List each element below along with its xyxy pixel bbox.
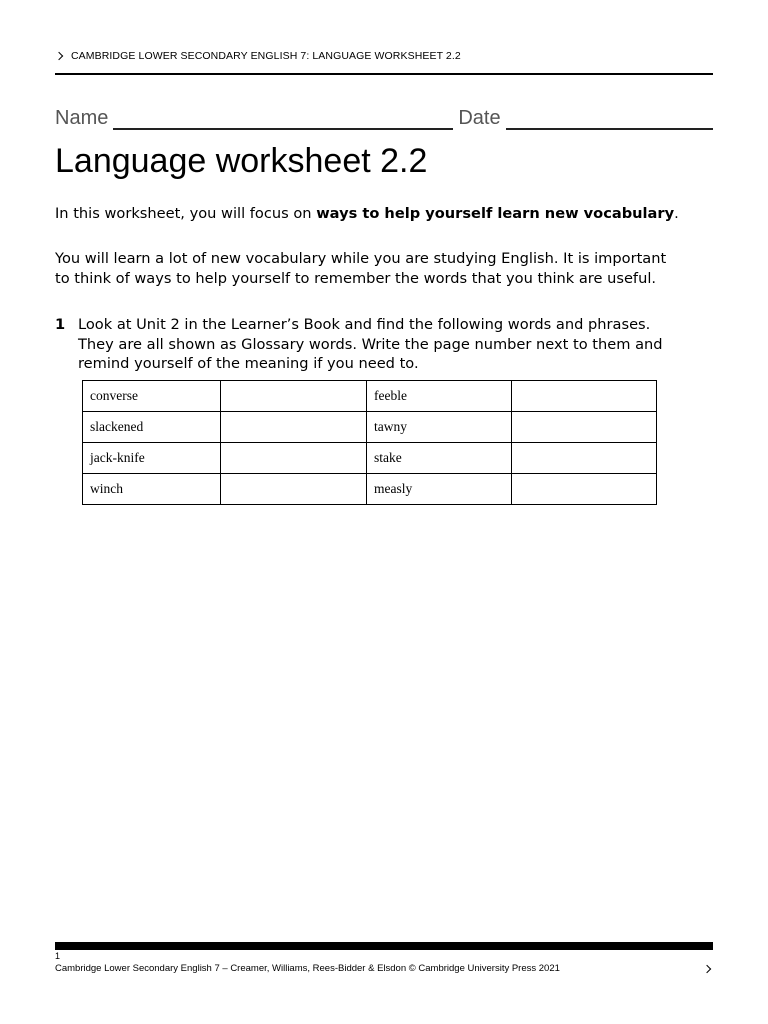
header-title: CAMBRIDGE LOWER SECONDARY ENGLISH 7: LANGUAGE WORKSHEET 2.2 — [71, 50, 461, 62]
answer-cell[interactable] — [221, 474, 367, 505]
date-label: Date — [458, 107, 501, 129]
word-cell: slackened — [83, 412, 221, 443]
answer-cell[interactable] — [512, 381, 657, 412]
word-cell: converse — [83, 381, 221, 412]
answer-cell[interactable] — [221, 412, 367, 443]
answer-cell[interactable] — [512, 412, 657, 443]
header-divider — [55, 73, 713, 75]
date-field[interactable] — [506, 106, 713, 130]
answer-cell[interactable] — [512, 474, 657, 505]
intro-suffix: . — [674, 205, 679, 222]
page-title: Language worksheet 2.2 — [55, 142, 428, 180]
footer-divider — [55, 942, 713, 950]
body-paragraph: You will learn a lot of new vocabulary while you are studying English. It is important to think of ways to help yourself to remember the words that you think are useful. — [55, 250, 667, 287]
table-row — [83, 412, 657, 443]
name-field[interactable] — [113, 106, 453, 130]
intro-prefix: In this worksheet, you will focus on — [55, 205, 317, 222]
answer-cell[interactable] — [512, 443, 657, 474]
table-row — [83, 381, 657, 412]
answer-cell[interactable] — [221, 381, 367, 412]
running-header — [55, 47, 713, 65]
question-text: Look at Unit 2 in the Learner’s Book and find the following words and phrases. They are all shown as Glossary words. Write the page number next to them and remind yourself of the meaning if you need to. — [78, 316, 663, 372]
name-label: Name — [55, 107, 109, 129]
footer-copyright: Cambridge Lower Secondary English 7 – Creamer, Williams, Rees-Bidder & Elsdon © Cambridge University Press 2021 — [55, 963, 560, 974]
table-row — [83, 443, 657, 474]
intro-focus: ways to help yourself learn new vocabulary — [316, 205, 675, 222]
question-1 — [55, 315, 685, 374]
word-cell: tawny — [367, 412, 512, 443]
word-cell: measly — [367, 474, 512, 505]
intro-paragraph — [55, 204, 685, 224]
question-number: 1 — [55, 316, 66, 333]
answer-cell[interactable] — [221, 443, 367, 474]
table-row — [83, 474, 657, 505]
chevron-right-icon[interactable] — [703, 965, 711, 973]
vocabulary-table — [82, 380, 657, 505]
word-cell: stake — [367, 443, 512, 474]
word-cell: jack-knife — [83, 443, 221, 474]
chevron-right-icon — [55, 52, 63, 60]
page-number: 1 — [55, 951, 61, 961]
word-cell: feeble — [367, 381, 512, 412]
name-date-fields — [55, 102, 713, 130]
word-cell: winch — [83, 474, 221, 505]
